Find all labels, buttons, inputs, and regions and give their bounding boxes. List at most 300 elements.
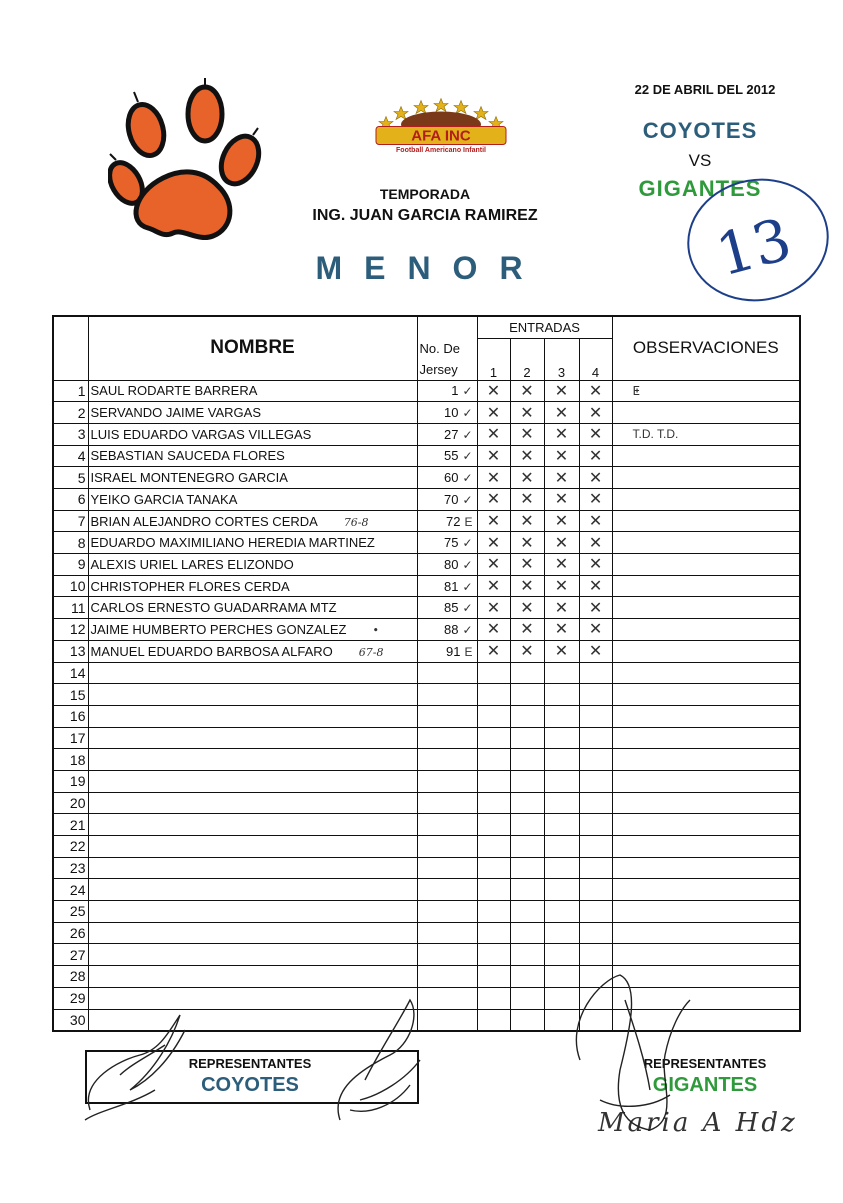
player-name-text: MANUEL EDUARDO BARBOSA ALFARO <box>90 643 333 659</box>
jersey-number <box>417 727 477 749</box>
attendance-check: ✓ <box>462 492 473 507</box>
entrada-mark <box>544 922 579 944</box>
jersey-number <box>417 814 477 836</box>
row-number: 15 <box>53 684 88 706</box>
table-row <box>53 640 800 662</box>
observacion <box>612 922 800 944</box>
row-number: 21 <box>53 814 88 836</box>
jersey-number <box>417 619 477 641</box>
entrada-mark <box>579 966 612 988</box>
table-row <box>53 857 800 879</box>
entrada-mark: ✕ <box>510 510 544 532</box>
entrada-mark <box>477 727 510 749</box>
rep-away-team: GIGANTES <box>652 1074 758 1096</box>
observacion <box>612 445 800 467</box>
player-name <box>88 901 417 923</box>
jersey-number <box>417 423 477 445</box>
jersey-value: 88 <box>443 621 459 637</box>
entrada-mark <box>544 705 579 727</box>
entrada-mark: ✕ <box>544 640 579 662</box>
attendance-check: E <box>464 644 473 659</box>
row-number: 18 <box>53 749 88 771</box>
entrada-mark <box>510 1009 544 1031</box>
entrada-mark <box>544 684 579 706</box>
player-name-text: CARLOS ERNESTO GUADARRAMA MTZ <box>90 600 337 616</box>
entrada-col-2: 2 <box>510 338 544 380</box>
table-row <box>53 684 800 706</box>
player-name-text: ALEXIS URIEL LARES ELIZONDO <box>90 556 294 572</box>
player-name <box>88 966 417 988</box>
temporada-label: TEMPORADA <box>379 186 471 202</box>
entrada-mark <box>544 901 579 923</box>
jersey-header-line2: Jersey <box>417 359 477 380</box>
observacion <box>612 597 800 619</box>
player-name <box>88 1009 417 1031</box>
entrada-mark <box>544 727 579 749</box>
observacion <box>612 402 800 424</box>
entrada-mark <box>510 770 544 792</box>
entrada-mark: ✕ <box>477 510 510 532</box>
row-number: 24 <box>53 879 88 901</box>
entrada-mark <box>579 944 612 966</box>
roster-table-wrap <box>52 315 799 1035</box>
attendance-check: ✓ <box>462 536 473 551</box>
entrada-mark: ✕ <box>477 532 510 554</box>
entrada-mark <box>579 770 612 792</box>
observacion <box>612 684 800 706</box>
jersey-value: 70 <box>443 491 459 507</box>
player-name <box>88 727 417 749</box>
observacion <box>612 510 800 532</box>
jersey-number <box>417 532 477 554</box>
entrada-mark <box>477 770 510 792</box>
roster-body <box>53 380 800 1031</box>
entrada-mark: ✕ <box>477 489 510 511</box>
entrada-mark: ✕ <box>477 402 510 424</box>
jersey-value: 81 <box>443 578 459 594</box>
entrada-mark <box>544 662 579 684</box>
entrada-mark: ✕ <box>544 554 579 576</box>
entrada-mark: ✕ <box>579 619 612 641</box>
table-row <box>53 662 800 684</box>
table-row <box>53 836 800 858</box>
observacion <box>612 662 800 684</box>
jersey-number <box>417 922 477 944</box>
row-number: 3 <box>53 423 88 445</box>
entrada-col-3: 3 <box>544 338 579 380</box>
entrada-mark: ✕ <box>510 597 544 619</box>
jersey-header-top <box>417 316 477 338</box>
entrada-mark: ✕ <box>579 467 612 489</box>
table-row <box>53 814 800 836</box>
observacion <box>612 987 800 1009</box>
entrada-mark: ✕ <box>510 489 544 511</box>
entrada-mark: ✕ <box>544 402 579 424</box>
player-name <box>88 987 417 1009</box>
player-name <box>88 532 417 554</box>
entrada-mark: ✕ <box>510 640 544 662</box>
jersey-number <box>417 684 477 706</box>
entrada-mark <box>579 922 612 944</box>
jersey-value: 1 <box>451 383 459 399</box>
attendance-check: ✓ <box>462 406 473 421</box>
row-number: 16 <box>53 705 88 727</box>
entrada-mark <box>510 966 544 988</box>
entrada-mark <box>477 944 510 966</box>
jersey-number <box>417 836 477 858</box>
entrada-mark <box>510 944 544 966</box>
entrada-mark: ✕ <box>544 380 579 402</box>
entrada-mark: ✕ <box>510 575 544 597</box>
entrada-mark <box>544 792 579 814</box>
table-row <box>53 380 800 402</box>
table-row <box>53 402 800 424</box>
entrada-mark <box>544 770 579 792</box>
entrada-mark: ✕ <box>544 489 579 511</box>
entrada-mark: ✕ <box>510 423 544 445</box>
entrada-mark <box>510 727 544 749</box>
entrada-mark: ✕ <box>510 445 544 467</box>
entrada-mark <box>510 836 544 858</box>
player-name-text: ISRAEL MONTENEGRO GARCIA <box>90 470 288 486</box>
player-name-text: YEIKO GARCIA TANAKA <box>90 491 238 507</box>
player-name-text: EDUARDO MAXIMILIANO HEREDIA MARTINEZ <box>90 535 375 551</box>
player-name <box>88 814 417 836</box>
row-number: 10 <box>53 575 88 597</box>
entrada-mark <box>544 857 579 879</box>
player-name-text: SAUL RODARTE BARRERA <box>90 383 258 399</box>
jersey-number <box>417 380 477 402</box>
jersey-value: 80 <box>443 556 459 572</box>
entrada-mark <box>477 922 510 944</box>
jersey-number <box>417 510 477 532</box>
entrada-mark: ✕ <box>544 532 579 554</box>
entrada-mark <box>477 814 510 836</box>
roster-table <box>52 315 801 1032</box>
player-name <box>88 792 417 814</box>
player-name <box>88 705 417 727</box>
player-note: 67-8 <box>358 645 384 659</box>
jersey-number <box>417 792 477 814</box>
jersey-value: 60 <box>443 470 459 486</box>
rep-home-label: REPRESENTANTES <box>188 1056 312 1071</box>
rep-away-label: REPRESENTANTES <box>643 1056 767 1071</box>
row-number: 11 <box>53 597 88 619</box>
player-name <box>88 402 417 424</box>
entrada-mark <box>510 857 544 879</box>
observacion: T.D. T.D. <box>612 423 800 445</box>
observacion <box>612 792 800 814</box>
entrada-mark <box>544 836 579 858</box>
table-row <box>53 770 800 792</box>
row-number: 6 <box>53 489 88 511</box>
entrada-col-4: 4 <box>579 338 612 380</box>
entrada-mark <box>579 1009 612 1031</box>
observacion <box>612 814 800 836</box>
row-number: 28 <box>53 966 88 988</box>
player-name <box>88 489 417 511</box>
entrada-mark: ✕ <box>477 554 510 576</box>
entrada-col-1: 1 <box>477 338 510 380</box>
jersey-number <box>417 575 477 597</box>
observacion <box>612 554 800 576</box>
observacion <box>612 532 800 554</box>
entrada-mark <box>510 684 544 706</box>
entrada-mark <box>579 836 612 858</box>
entrada-mark: ✕ <box>510 467 544 489</box>
jersey-number <box>417 879 477 901</box>
entrada-mark: ✕ <box>579 532 612 554</box>
entrada-mark <box>544 814 579 836</box>
table-row <box>53 445 800 467</box>
observacion <box>612 966 800 988</box>
observacion <box>612 857 800 879</box>
jersey-number <box>417 987 477 1009</box>
entrada-mark: ✕ <box>477 619 510 641</box>
player-note: • <box>372 623 379 637</box>
observacion <box>612 489 800 511</box>
observacion <box>612 879 800 901</box>
jersey-value: 91 <box>446 643 461 659</box>
entrada-mark <box>477 662 510 684</box>
entrada-mark <box>477 987 510 1009</box>
player-name <box>88 662 417 684</box>
table-row <box>53 467 800 489</box>
table-row <box>53 749 800 771</box>
table-row <box>53 944 800 966</box>
player-name <box>88 749 417 771</box>
jersey-header-line1: No. De <box>417 338 477 359</box>
attendance-check: ✓ <box>462 449 473 464</box>
player-name <box>88 575 417 597</box>
table-row <box>53 966 800 988</box>
observacion <box>612 575 800 597</box>
entrada-mark: ✕ <box>477 423 510 445</box>
observacion <box>612 467 800 489</box>
entrada-mark <box>510 749 544 771</box>
table-row <box>53 1009 800 1031</box>
jersey-number <box>417 445 477 467</box>
observacion <box>612 901 800 923</box>
league-name: Football Americano Infantil <box>396 147 486 154</box>
entrada-mark: ✕ <box>579 380 612 402</box>
entrada-mark: ✕ <box>510 532 544 554</box>
entrada-mark <box>477 879 510 901</box>
table-row <box>53 879 800 901</box>
roster-header <box>53 316 800 380</box>
entrada-mark: ✕ <box>477 445 510 467</box>
attendance-check: ✓ <box>462 384 473 399</box>
jersey-number <box>417 640 477 662</box>
player-name-text: CHRISTOPHER FLORES CERDA <box>90 578 290 594</box>
player-name <box>88 445 417 467</box>
jersey-value: 85 <box>443 600 459 616</box>
table-row <box>53 423 800 445</box>
table-row <box>53 510 800 532</box>
row-number: 23 <box>53 857 88 879</box>
jersey-number <box>417 944 477 966</box>
table-row <box>53 987 800 1009</box>
entrada-mark <box>510 879 544 901</box>
jersey-number <box>417 966 477 988</box>
player-note: 76-8 <box>343 515 369 529</box>
nombre-header: NOMBRE <box>88 316 417 380</box>
handwritten-score-circle <box>683 172 833 307</box>
entrada-mark <box>477 901 510 923</box>
table-row <box>53 705 800 727</box>
sponsor-name: ING. JUAN GARCIA RAMIREZ <box>312 207 538 224</box>
entradas-header: ENTRADAS <box>477 316 612 338</box>
entrada-mark: ✕ <box>579 640 612 662</box>
entrada-mark <box>510 922 544 944</box>
jersey-value: 10 <box>443 405 459 421</box>
entrada-mark: ✕ <box>579 402 612 424</box>
row-number: 2 <box>53 402 88 424</box>
player-name <box>88 640 417 662</box>
player-name <box>88 554 417 576</box>
table-row <box>53 922 800 944</box>
entrada-mark <box>477 792 510 814</box>
rep-home-team: COYOTES <box>201 1074 299 1096</box>
entrada-mark <box>579 857 612 879</box>
jersey-number <box>417 597 477 619</box>
player-name <box>88 619 417 641</box>
entrada-mark <box>544 749 579 771</box>
row-number: 20 <box>53 792 88 814</box>
entrada-mark: ✕ <box>579 445 612 467</box>
row-number: 25 <box>53 901 88 923</box>
table-row <box>53 554 800 576</box>
player-name <box>88 597 417 619</box>
entrada-mark <box>510 987 544 1009</box>
player-name <box>88 423 417 445</box>
table-row <box>53 727 800 749</box>
entrada-mark <box>579 879 612 901</box>
jersey-value: 27 <box>443 426 459 442</box>
observacion <box>612 770 800 792</box>
observacion <box>612 836 800 858</box>
table-row <box>53 532 800 554</box>
row-number: 4 <box>53 445 88 467</box>
jersey-number <box>417 662 477 684</box>
row-number: 1 <box>53 380 88 402</box>
entrada-mark <box>579 684 612 706</box>
entrada-mark <box>579 814 612 836</box>
row-number: 13 <box>53 640 88 662</box>
player-name-text: LUIS EDUARDO VARGAS VILLEGAS <box>90 426 312 442</box>
entrada-mark <box>477 749 510 771</box>
row-number: 19 <box>53 770 88 792</box>
game-date: 22 DE ABRIL DEL 2012 <box>634 82 776 97</box>
entrada-mark <box>544 944 579 966</box>
player-name <box>88 922 417 944</box>
entrada-mark: ✕ <box>510 554 544 576</box>
entrada-mark <box>477 684 510 706</box>
entrada-mark <box>579 987 612 1009</box>
jersey-number <box>417 554 477 576</box>
entrada-mark: ✕ <box>579 510 612 532</box>
row-number: 14 <box>53 662 88 684</box>
player-name-text: BRIAN ALEJANDRO CORTES CERDA <box>90 513 318 529</box>
row-number: 22 <box>53 836 88 858</box>
observacion <box>612 944 800 966</box>
entrada-mark: ✕ <box>510 619 544 641</box>
jersey-value: 72 <box>446 513 461 529</box>
entrada-mark: ✕ <box>579 575 612 597</box>
num-header <box>53 316 88 380</box>
entrada-mark: ✕ <box>477 640 510 662</box>
attendance-check: ✓ <box>462 579 473 594</box>
jersey-number <box>417 467 477 489</box>
player-name-text: SEBASTIAN SAUCEDA FLORES <box>90 448 285 464</box>
observacion: ⵟ <box>612 380 800 402</box>
jersey-number <box>417 749 477 771</box>
team-away: GIGANTES <box>638 176 762 201</box>
row-number: 8 <box>53 532 88 554</box>
row-number: 29 <box>53 987 88 1009</box>
entrada-mark <box>579 705 612 727</box>
observacion <box>612 640 800 662</box>
attendance-check: ✓ <box>462 471 473 486</box>
entrada-mark: ✕ <box>477 467 510 489</box>
observacion <box>612 749 800 771</box>
entrada-mark: ✕ <box>477 575 510 597</box>
entrada-mark <box>544 879 579 901</box>
jersey-number <box>417 489 477 511</box>
attendance-check: ✓ <box>462 427 473 442</box>
team-home: COYOTES <box>642 118 758 143</box>
entrada-mark <box>544 987 579 1009</box>
table-row <box>53 597 800 619</box>
entrada-mark: ✕ <box>544 597 579 619</box>
table-row <box>53 619 800 641</box>
entrada-mark <box>477 1009 510 1031</box>
row-number: 9 <box>53 554 88 576</box>
row-number: 5 <box>53 467 88 489</box>
observacion <box>612 619 800 641</box>
entrada-mark <box>510 792 544 814</box>
row-number: 12 <box>53 619 88 641</box>
observacion <box>612 1009 800 1031</box>
player-name <box>88 879 417 901</box>
attendance-check: ✓ <box>462 622 473 637</box>
table-row <box>53 489 800 511</box>
row-number: 7 <box>53 510 88 532</box>
entrada-mark <box>510 901 544 923</box>
entrada-mark <box>579 662 612 684</box>
player-name-text: JAIME HUMBERTO PERCHES GONZALEZ <box>90 621 347 637</box>
entrada-mark: ✕ <box>544 575 579 597</box>
entrada-mark <box>579 727 612 749</box>
player-name <box>88 944 417 966</box>
jersey-number <box>417 901 477 923</box>
attendance-check: ✓ <box>462 557 473 572</box>
player-name-text: SERVANDO JAIME VARGAS <box>90 405 261 421</box>
entrada-mark <box>477 705 510 727</box>
jersey-number <box>417 770 477 792</box>
paw-print-icon <box>108 78 268 248</box>
jersey-value: 75 <box>443 535 459 551</box>
player-name <box>88 836 417 858</box>
entrada-mark: ✕ <box>579 489 612 511</box>
jersey-number <box>417 402 477 424</box>
observaciones-header: OBSERVACIONES <box>612 316 800 380</box>
row-number: 26 <box>53 922 88 944</box>
row-number: 17 <box>53 727 88 749</box>
entrada-mark <box>544 966 579 988</box>
player-name <box>88 770 417 792</box>
entrada-mark: ✕ <box>510 402 544 424</box>
